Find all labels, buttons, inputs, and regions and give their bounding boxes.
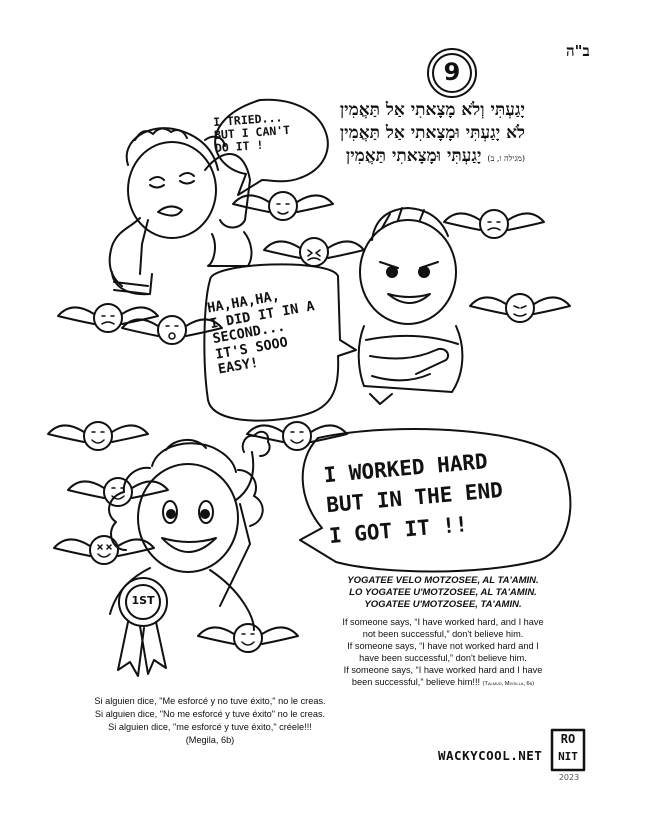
spanish-line-2: Si alguien dice, "No me esforcé y tuve éxito" no le creas.: [94, 709, 326, 719]
english-line-1: If someone says, “I have worked hard, and I have: [342, 617, 544, 627]
first-place-ribbon: [118, 578, 167, 676]
english-line-4: have been successful,” don't believe him.: [359, 653, 527, 663]
spanish-line-1: Si alguien dice, "Me esforcé y no tuve éxito," no le creas.: [94, 696, 326, 706]
transliteration-line-2: LO YOGATEE U'MOTZOSEE, AL TA'AMIN.: [349, 587, 537, 598]
bubble-worked-text: I WORKED HARD BUT IN THE END I GOT IT !!: [322, 449, 504, 548]
english-line-6-text: been successful,” believe him!!!: [351, 677, 481, 687]
hebrew-line-3-text: יָגַעְתִּי וּמָצָאתִי תַּאֲמִין: [345, 146, 482, 166]
english-line-5: If someone says, “I have worked hard and I have: [343, 665, 543, 675]
logo-text-top: RO: [560, 732, 576, 746]
ribbon-label: 1ST: [131, 594, 155, 607]
hebrew-line-2: לֹא יָגַעְתִּי וּמָצָאתִי אַל תַּאֲמִין: [339, 123, 525, 143]
page-number: 9: [443, 58, 461, 86]
spanish-line-4: (Megila, 6b): [185, 735, 235, 745]
kid-easy-figure: [359, 208, 463, 404]
logo-year: 2023: [558, 773, 580, 782]
english-line-2: not been successful,” don't believe him.: [362, 629, 524, 639]
site-name: WACKYCOOL.NET: [438, 748, 543, 763]
spanish-line-3: Si alguien dice, "me esforcé y tuve éxito," créele!!!: [108, 722, 312, 732]
hebrew-line-1: יָגַעְתִּי וְלֹא מָצָאתִי אַל תַּאֲמִין: [339, 100, 525, 120]
logo-text-bottom: NIT: [558, 750, 578, 763]
english-source: (Talmud, Megilla, 6b): [482, 681, 535, 687]
bubble-tried-text: I TRIED... BUT I CAN'T DO IT !: [212, 110, 291, 156]
english-line-3: If someone says, “I have not worked hard and I: [347, 641, 539, 651]
bubble-easy-text: HA,HA,HA, I DID IT IN A SECOND... IT'S SOOO EASY!: [206, 288, 316, 378]
transliteration-line-3: YOGATEE U'MOTZOSEE, TA'AMIN.: [364, 599, 522, 610]
hebrew-source: (מגילה ו, ב): [487, 154, 525, 163]
english-line-6: [312, 676, 574, 688]
hebrew-line-3: [346, 146, 525, 166]
transliteration-line-1: YOGATEE VELO MOTZOSEE, AL TA'AMIN.: [347, 575, 539, 586]
bh-mark: ב"ה: [566, 42, 590, 60]
